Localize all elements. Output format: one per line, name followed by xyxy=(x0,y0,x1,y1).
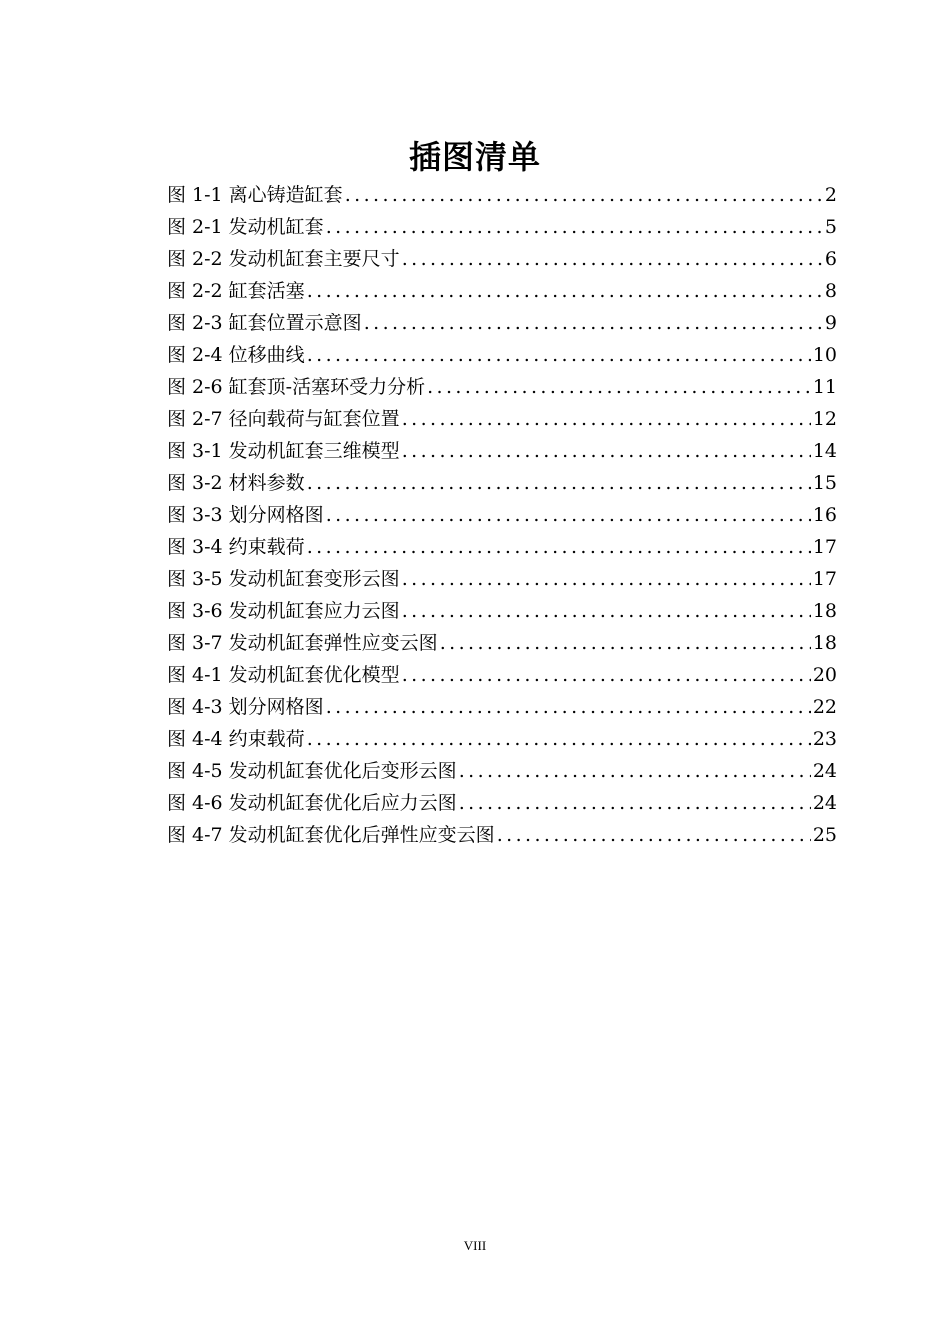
figure-list-entry[interactable] xyxy=(167,499,837,531)
figure-page-number: 25 xyxy=(812,824,837,846)
figure-list-entry[interactable] xyxy=(167,755,837,787)
dot-leader xyxy=(307,467,811,499)
dot-leader xyxy=(326,211,823,243)
dot-leader xyxy=(307,723,811,755)
dot-leader xyxy=(402,563,811,595)
figure-page-number: 12 xyxy=(812,408,837,430)
figure-page-number: 20 xyxy=(812,664,837,686)
figure-caption: 图 3-6 发动机缸套应力云图 xyxy=(167,600,400,622)
dot-leader xyxy=(402,595,811,627)
figure-list-entry[interactable] xyxy=(167,339,837,371)
figure-list-entry[interactable] xyxy=(167,723,837,755)
figure-list-entry[interactable] xyxy=(167,467,837,499)
figure-page-number: 8 xyxy=(824,280,837,302)
figure-page-number: 6 xyxy=(824,248,837,270)
dot-leader xyxy=(307,339,811,371)
figure-caption: 图 4-5 发动机缸套优化后变形云图 xyxy=(167,760,457,782)
dot-leader xyxy=(459,755,811,787)
dot-leader xyxy=(402,435,811,467)
figure-caption: 图 2-2 发动机缸套主要尺寸 xyxy=(167,248,400,270)
figure-page-number: 18 xyxy=(812,600,837,622)
figure-caption: 图 4-7 发动机缸套优化后弹性应变云图 xyxy=(167,824,495,846)
figure-page-number: 17 xyxy=(812,536,837,558)
dot-leader xyxy=(307,275,823,307)
figure-caption: 图 1-1 离心铸造缸套 xyxy=(167,184,343,206)
figure-page-number: 18 xyxy=(812,632,837,654)
figure-caption: 图 3-3 划分网格图 xyxy=(167,504,324,526)
page-title: 插图清单 xyxy=(408,138,541,177)
dot-leader xyxy=(497,819,811,851)
figure-page-number: 23 xyxy=(812,728,837,750)
dot-leader xyxy=(402,243,823,275)
figure-list-entry[interactable] xyxy=(167,403,837,435)
dot-leader xyxy=(427,371,811,403)
dot-leader xyxy=(326,499,811,531)
figure-list-entry[interactable] xyxy=(167,819,837,851)
dot-leader xyxy=(402,659,811,691)
figure-list-entry[interactable] xyxy=(167,595,837,627)
figure-caption: 图 2-7 径向载荷与缸套位置 xyxy=(167,408,400,430)
figure-list-entry[interactable] xyxy=(167,691,837,723)
figure-page-number: 15 xyxy=(812,472,837,494)
figure-caption: 图 2-1 发动机缸套 xyxy=(167,216,324,238)
dot-leader xyxy=(364,307,823,339)
figure-caption: 图 2-2 缸套活塞 xyxy=(167,280,305,302)
dot-leader xyxy=(326,691,811,723)
figure-list-entry[interactable] xyxy=(167,435,837,467)
figure-list-entry[interactable] xyxy=(167,627,837,659)
figure-caption: 图 4-1 发动机缸套优化模型 xyxy=(167,664,400,686)
figure-list-entry[interactable] xyxy=(167,787,837,819)
figure-list-entry[interactable] xyxy=(167,563,837,595)
figure-list-entry[interactable] xyxy=(167,179,837,211)
dot-leader xyxy=(440,627,811,659)
figure-list-entry[interactable] xyxy=(167,371,837,403)
figure-list-entry[interactable] xyxy=(167,275,837,307)
figure-caption: 图 3-7 发动机缸套弹性应变云图 xyxy=(167,632,438,654)
figure-caption: 图 4-3 划分网格图 xyxy=(167,696,324,718)
figure-caption: 图 3-5 发动机缸套变形云图 xyxy=(167,568,400,590)
dot-leader xyxy=(402,403,811,435)
figure-caption: 图 2-6 缸套顶-活塞环受力分析 xyxy=(167,376,426,398)
dot-leader xyxy=(459,787,811,819)
figure-page-number: 14 xyxy=(812,440,837,462)
figure-page-number: 11 xyxy=(812,376,837,398)
dot-leader xyxy=(345,179,823,211)
figure-list-entry[interactable] xyxy=(167,659,837,691)
figure-page-number: 22 xyxy=(812,696,837,718)
figure-list-entry[interactable] xyxy=(167,211,837,243)
figure-caption: 图 2-4 位移曲线 xyxy=(167,344,305,366)
figure-list-entry[interactable] xyxy=(167,531,837,563)
figure-page-number: 9 xyxy=(824,312,837,334)
figure-list xyxy=(167,179,837,851)
figure-caption: 图 3-4 约束载荷 xyxy=(167,536,305,558)
figure-page-number: 16 xyxy=(812,504,837,526)
figure-list-entry[interactable] xyxy=(167,243,837,275)
dot-leader xyxy=(307,531,811,563)
figure-page-number: 24 xyxy=(812,760,837,782)
figure-page-number: 17 xyxy=(812,568,837,590)
figure-page-number: 2 xyxy=(824,184,837,206)
figure-page-number: 24 xyxy=(812,792,837,814)
figure-caption: 图 4-6 发动机缸套优化后应力云图 xyxy=(167,792,457,814)
figure-caption: 图 2-3 缸套位置示意图 xyxy=(167,312,362,334)
figure-caption: 图 3-2 材料参数 xyxy=(167,472,305,494)
figure-caption: 图 3-1 发动机缸套三维模型 xyxy=(167,440,400,462)
page-number: VIII xyxy=(463,1238,487,1253)
figure-page-number: 5 xyxy=(824,216,837,238)
figure-list-entry[interactable] xyxy=(167,307,837,339)
figure-page-number: 10 xyxy=(812,344,837,366)
figure-caption: 图 4-4 约束载荷 xyxy=(167,728,305,750)
